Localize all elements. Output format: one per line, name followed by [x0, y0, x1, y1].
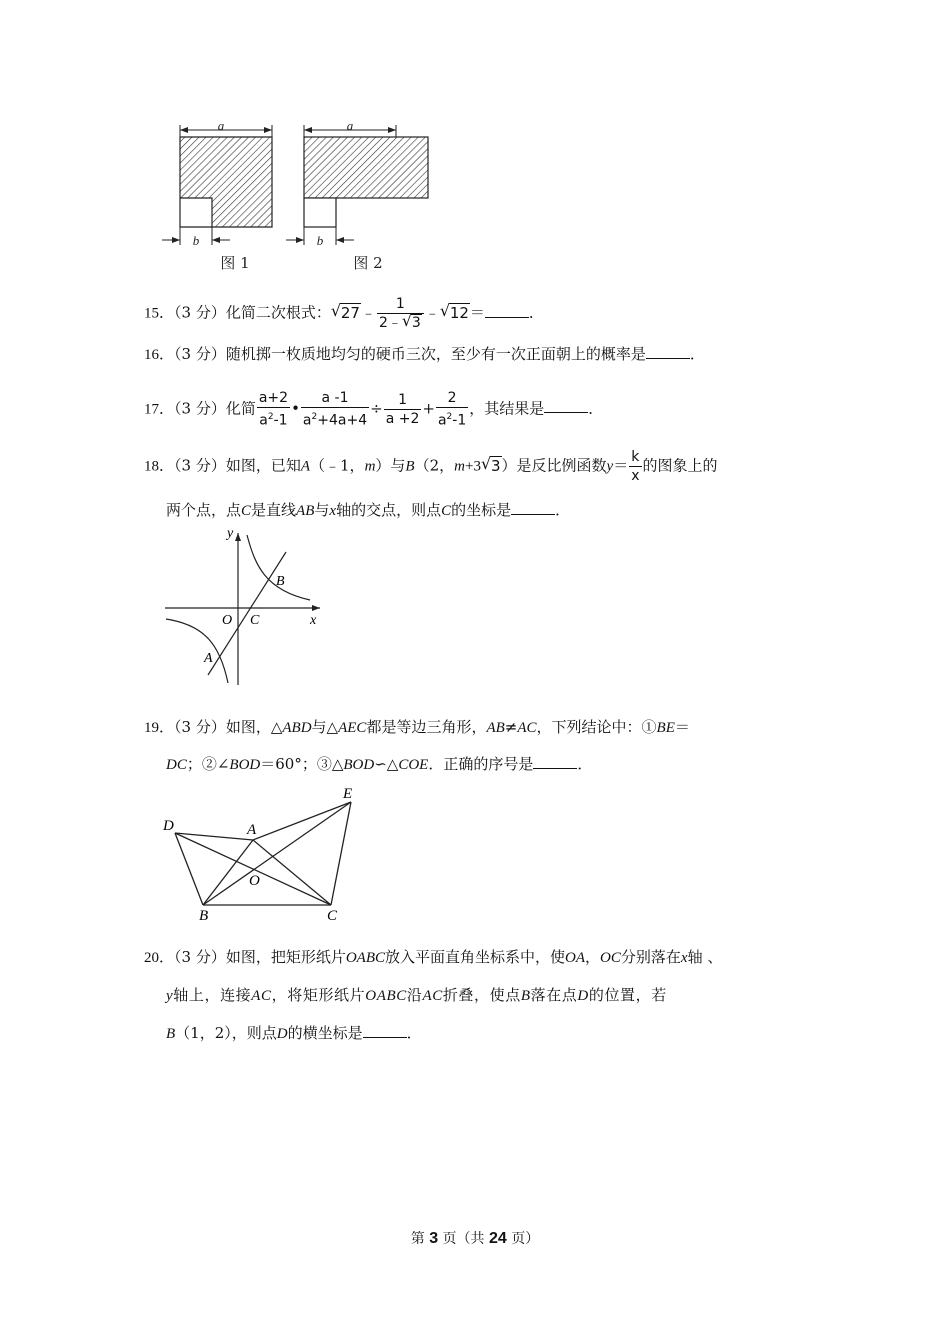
question-15: 15．（3 分）化简二次根式： √ 27﹣ 1 2﹣ √ 3 ﹣ √ 12＝ ． [144, 296, 544, 331]
figure2-label-a: a [346, 118, 354, 133]
label-c: C [327, 908, 338, 924]
figure1-caption: 图 1 [220, 254, 250, 272]
total-pages: 24 [489, 1230, 507, 1247]
label-b: B [199, 908, 209, 924]
fraction-1: $\frac{a+2}{a^2-1}$ [258, 390, 289, 429]
label-d: D [163, 818, 174, 834]
question-20-line-2: y轴上，连接AC，将矩形纸片OABC沿AC折叠，使点B落在点D的位置，若 [166, 986, 667, 1004]
label-o: O [249, 873, 260, 889]
question-20-line-3: B（1，2），则点D的横坐标是 ． [166, 1024, 422, 1042]
fraction-2: $\frac{a -1}{a^2+4a+4}$ [302, 390, 368, 429]
figure-2 [286, 118, 428, 272]
triangles-figure [155, 780, 370, 925]
figure1-label-b: b [192, 233, 200, 248]
question-16: 16．（3 分）随机掷一枚质地均匀的硬币三次，至少有一次正面朝上的概率是 ． [144, 345, 705, 363]
hyperbola-figure [160, 525, 330, 690]
answer-blank [363, 1023, 407, 1038]
question-17: 17．（3 分）化简 $\frac{a+2}{a^2-1}$ • $\frac{a -1}{a^2+4a+4}$ ÷ $\frac{1}{a +2}$ + $\frac{2}{a^2-1}$ ，其结果是 ． [144, 390, 604, 429]
figure-1 [162, 118, 272, 272]
figure2-label-b: b [316, 233, 324, 248]
sqrt-12: √ 12 [439, 300, 469, 322]
hyperbola-branch-upper [247, 535, 310, 600]
answer-blank [485, 303, 529, 318]
answer-blank [511, 500, 555, 515]
label-o: O [222, 613, 233, 628]
page-number: 3 [429, 1230, 439, 1247]
label-e: E [343, 786, 353, 802]
square-cut-figures [150, 115, 450, 275]
question-18-line-2: 两个点，点C是直线AB与x轴的交点，则点C的坐标是 ． [166, 501, 571, 519]
question-20-line-1: 20．（3 分）如图，把矩形纸片OABC放入平面直角坐标系中，使OA，OC分别落在x轴 、 [144, 948, 723, 966]
hyperbola-branch-lower [166, 619, 228, 683]
answer-blank [646, 344, 690, 359]
sqrt-3: √ 3 [480, 453, 501, 475]
label-c: C [250, 613, 260, 628]
fraction-1-over-2-minus-sqrt3: 1 2﹣ √ 3 [377, 296, 424, 331]
label-b: B [276, 574, 285, 589]
sqrt-27: √ 27 [330, 300, 360, 322]
figure2-caption: 图 2 [353, 254, 383, 272]
page-footer: 第 3 页（共 24 页） [410, 1230, 540, 1247]
question-19-line-2: DC；②∠BOD＝60°；③△BOD∽△COE．正确的序号是 ． [166, 755, 593, 773]
line-ab [208, 552, 286, 675]
fraction-k-over-x: $\frac{k}{x}$ [631, 449, 640, 484]
label-x: x [310, 613, 317, 628]
label-a: A [247, 822, 257, 838]
answer-blank [533, 754, 577, 769]
fraction-3: $\frac{1}{a +2}$ [385, 391, 420, 427]
figure1-label-a: a [217, 118, 225, 133]
question-19-line-1: 19．（3 分）如图，△ABD与△AEC都是等边三角形，AB≠AC，下列结论中：①BE＝ [144, 718, 690, 736]
answer-blank [544, 398, 588, 413]
label-y: y [227, 526, 234, 541]
label-a: A [204, 651, 213, 666]
fraction-4: $\frac{2}{a^2-1}$ [437, 390, 467, 429]
question-18-line-1: 18．（3 分）如图，已知A（﹣1，m）与B（2，m+3 √ 3）是反比例函数y＝ $\frac{k}{x}$ 的图象上的 [144, 449, 718, 484]
